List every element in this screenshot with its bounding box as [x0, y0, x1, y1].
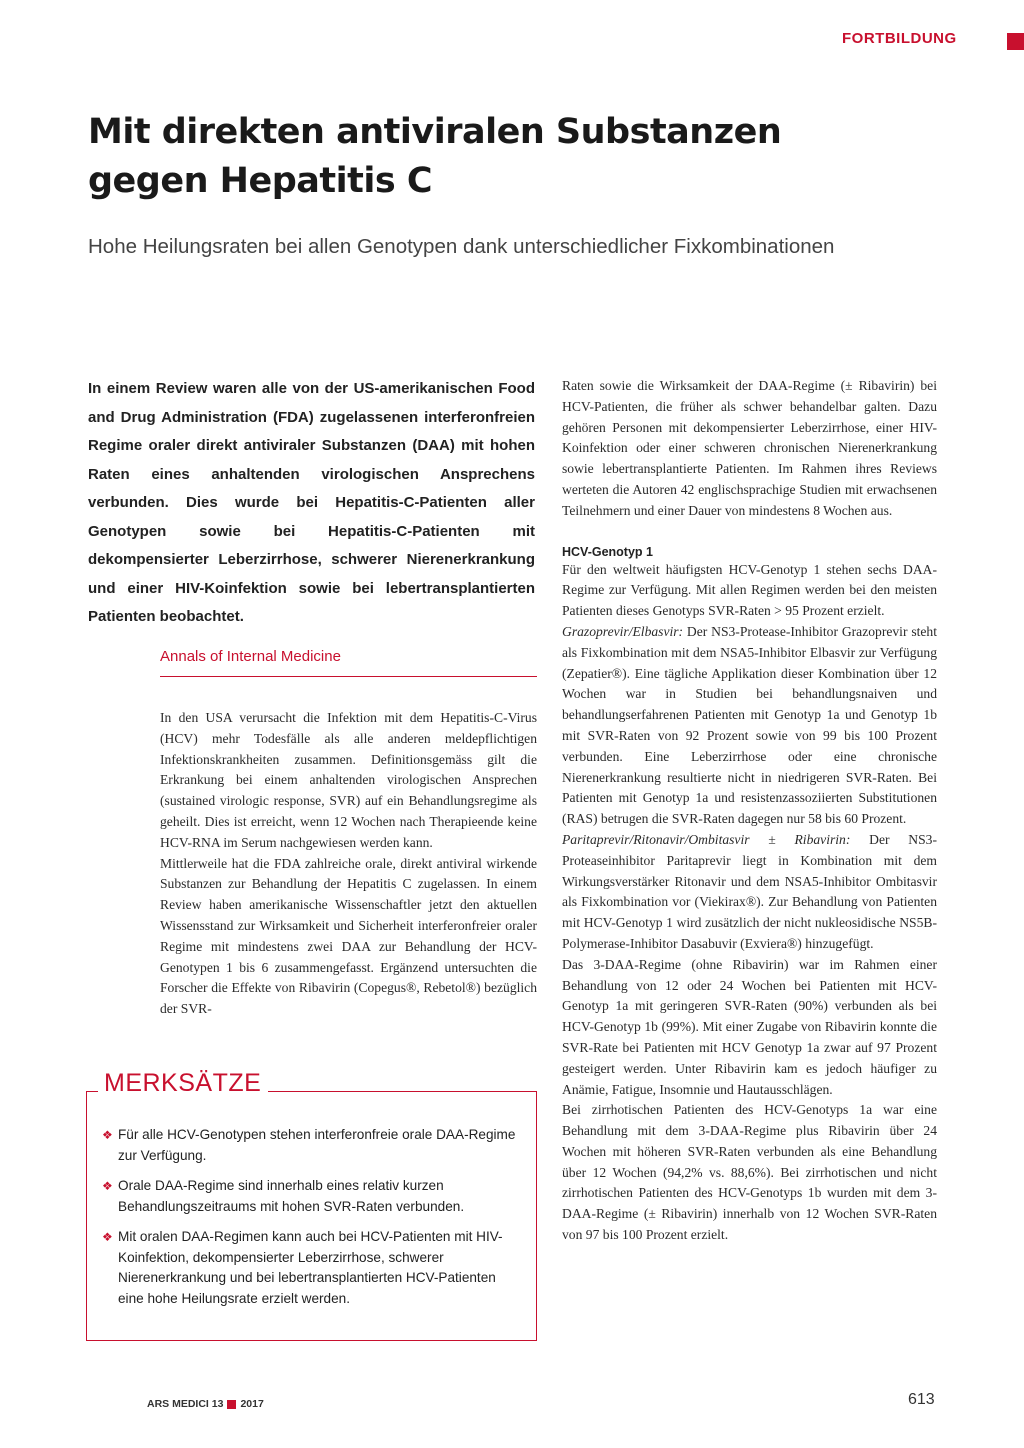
regime-text: Der NS3-Protease-Inhibitor Grazoprevir steht als Fixkombination mit dem NSA5-Inhibitor Elbasvir zur Verfügung (Zepatier®). Eine tägliche Applikation dieser Kombination über 12 Wochen war in Studien bei behandlungsnaiven und behandlungserfahrenen Patienten mit Genotyp 1a und Genotyp 1b mit SVR-Raten von 92 Prozent sowie von 99 bis 100 Prozent verbunden. Eine Leberzirrhose oder eine chronische Nierenerkrankung resultierte nicht in niedrigeren SVR-Raten. Bei Patienten mit Genotyp 1a und resistenzassoziierten Substitutionen (RAS) betrugen die SVR-Raten dagegen nur 58 bis 60 Prozent. — [562, 623, 937, 827]
key-points-border — [268, 1091, 536, 1092]
body-paragraph — [562, 622, 937, 830]
journal-name: ARS MEDICI 13 — [147, 1398, 224, 1410]
journal-footer — [147, 1398, 264, 1410]
body-paragraph: In den USA verursacht die Infektion mit dem Hepatitis-C-Virus (HCV) mehr Todesfälle als alle anderen meldepflichtigen Infektionskrankheiten zusammen. Definitionsgemäss gilt die Erkrankung bei einem anhaltenden virologischen Ansprechen (sustained virologic response, SVR) auf ein Behandlungsregime als geheilt. Dies ist erreicht, wenn 12 Wochen nach Therapieende keine HCV-RNA im Serum nachgewiesen werden kann. — [160, 710, 537, 850]
journal-year: 2017 — [240, 1398, 264, 1410]
list-item — [102, 1176, 522, 1217]
body-paragraph: Für den weltweit häufigsten HCV-Genotyp 1 stehen sechs DAA-Regime zur Verfügung. Mit allen Regimen werden bei den meisten Patienten dieses Genotyps SVR-Raten > 95 Prozent erzielt. — [562, 561, 937, 619]
body-paragraph: Bei zirrhotischen Patienten des HCV-Genotyps 1a war eine Behandlung mit dem 3-DAA-Regime plus Ribavirin über 24 Wochen mit höheren SVR-Raten verbunden als eine Behandlung über 12 Wochen (94,2% vs. 88,6%). Bei zirrhotischen und nicht zirrhotischen Patienten des HCV-Genotyps 1b wurden mit dem 3-DAA-Regime (± Ribavirin) innerhalb von 12 Wochen SVR-Raten von 97 bis 100 Prozent erzielt. — [562, 1102, 937, 1243]
regime-label: Paritaprevir/Ritonavir/Ombitasvir ± Ribavirin: — [562, 831, 851, 847]
diamond-bullet-icon: ❖ — [102, 1230, 113, 1244]
diamond-bullet-icon: ❖ — [102, 1128, 113, 1142]
page-number: 613 — [908, 1391, 935, 1408]
body-paragraph: Mittlerweile hat die FDA zahlreiche orale, direkt antiviral wirkende Substanzen zur Behandlung der Hepatitis C zugelassen. In einem Review haben amerikanische Wissenschaftler jetzt den aktuellen Wissensstand zur Wirksamkeit und Sicherheit interferonfreier oraler Regime mit mindestens zwei DAA zur Behandlung der HCV-Genotypen 1 bis 6 zusammengefasst. Ergänzend untersuchten die Forscher die Effekte von Ribavirin (Copegus®, Rebetol®) bezüglich der SVR- — [160, 855, 537, 1017]
list-item — [102, 1227, 522, 1309]
regime-text: Der NS3-Proteaseinhibitor Paritaprevir liegt in Kombination mit dem Wirkungsverstärker Ritonavir und dem NSA5-Inhibitor Ombitasvir als Fixkombination vor (Viekirax®). Zur Behandlung von Patienten mit HCV-Genotyp 1 wird zusätzlich der nicht nukleosidische NS5B-Polymerase-Inhibitor Dasabuvir (Exviera®) hinzugefügt. — [562, 831, 937, 951]
list-item — [102, 1125, 522, 1166]
lead-paragraph: In einem Review waren alle von der US-amerikanischen Food and Drug Administration (FDA) zugelassenen interferonfreien Regime oraler direkt antiviraler Substanzen (DAA) mit hohen Raten eines anhaltenden virologischen Ansprechens verbunden. Dies wurde bei Hepatitis-C-Patienten aller Genotypen sowie bei Hepatitis-C-Patienten mit dekompensierter Leberzirrhose, schwerer Nierenerkrankung und einer HIV-Koinfektion sowie bei lebertransplantierten Patienten beobachtet. — [88, 380, 535, 625]
body-paragraph — [562, 830, 937, 955]
body-paragraph: Raten sowie die Wirksamkeit der DAA-Regime (± Ribavirin) bei HCV-Patienten, die früher als schwer behandelbar galten. Dazu gehören Personen mit dekompensierter Leberzirrhose, einer HIV-Koinfektion oder einer schweren chronischen Nierenerkrankung sowie lebertransplantierte Patienten. Im Rahmen ihres Reviews werteten die Autoren 42 englischsprachige Studien mit erwachsenen Teilnehmern und einer Dauer von mindestens 8 Wochen aus. — [562, 378, 937, 518]
section-marker — [1007, 33, 1024, 50]
title-line-1: Mit direkten antiviralen Substanzen — [88, 112, 782, 152]
body-paragraph: Das 3-DAA-Regime (ohne Ribavirin) war im Rahmen einer Behandlung von 12 oder 24 Wochen bei Patienten mit HCV-Genotyp 1a mit geringeren SVR-Raten (90%) verbunden als bei HCV-Genotyp 1b (99%). Mit einer Zugabe von Ribavirin konnte die SVR-Rate bei Patienten mit HCV Genotyp 1a zwar auf 97 Prozent gesteigert werden. Unter Ribavirin kam es jedoch häufiger zu Anämie, Fatigue, Insomnie und Hautausschlägen. — [562, 956, 937, 1097]
article-title — [88, 108, 948, 206]
key-points-title: MERKSÄTZE — [104, 1069, 262, 1097]
key-points-list — [102, 1125, 522, 1319]
key-point-text: Für alle HCV-Genotypen stehen interferonfreie orale DAA-Regime zur Verfügung. — [118, 1127, 516, 1163]
diamond-bullet-icon: ❖ — [102, 1179, 113, 1193]
section-subheading: HCV-Genotyp 1 — [562, 544, 653, 559]
footer-marker — [227, 1400, 236, 1409]
source-divider — [160, 676, 537, 677]
left-body-column — [160, 708, 537, 1020]
key-points-border — [86, 1091, 98, 1092]
right-body-column — [562, 376, 937, 1246]
key-point-text: Orale DAA-Regime sind innerhalb eines relativ kurzen Behandlungszeitraums mit hohen SVR-Raten verbunden. — [118, 1178, 465, 1214]
source-citation: Annals of Internal Medicine — [160, 648, 341, 665]
section-label: FORTBILDUNG — [842, 30, 957, 47]
regime-label: Grazoprevir/Elbasvir: — [562, 623, 684, 639]
title-line-2: gegen Hepatitis C — [88, 161, 433, 201]
article-subtitle: Hohe Heilungsraten bei allen Genotypen dank unterschiedlicher Fixkombinationen — [88, 235, 835, 258]
key-point-text: Mit oralen DAA-Regimen kann auch bei HCV-Patienten mit HIV-Koinfektion, dekompensierter Leberzirrhose, schwerer Nierenerkrankung und bei lebertransplantierten HCV-Patienten eine hohe Heilungsrate erzielt werden. — [118, 1229, 503, 1306]
